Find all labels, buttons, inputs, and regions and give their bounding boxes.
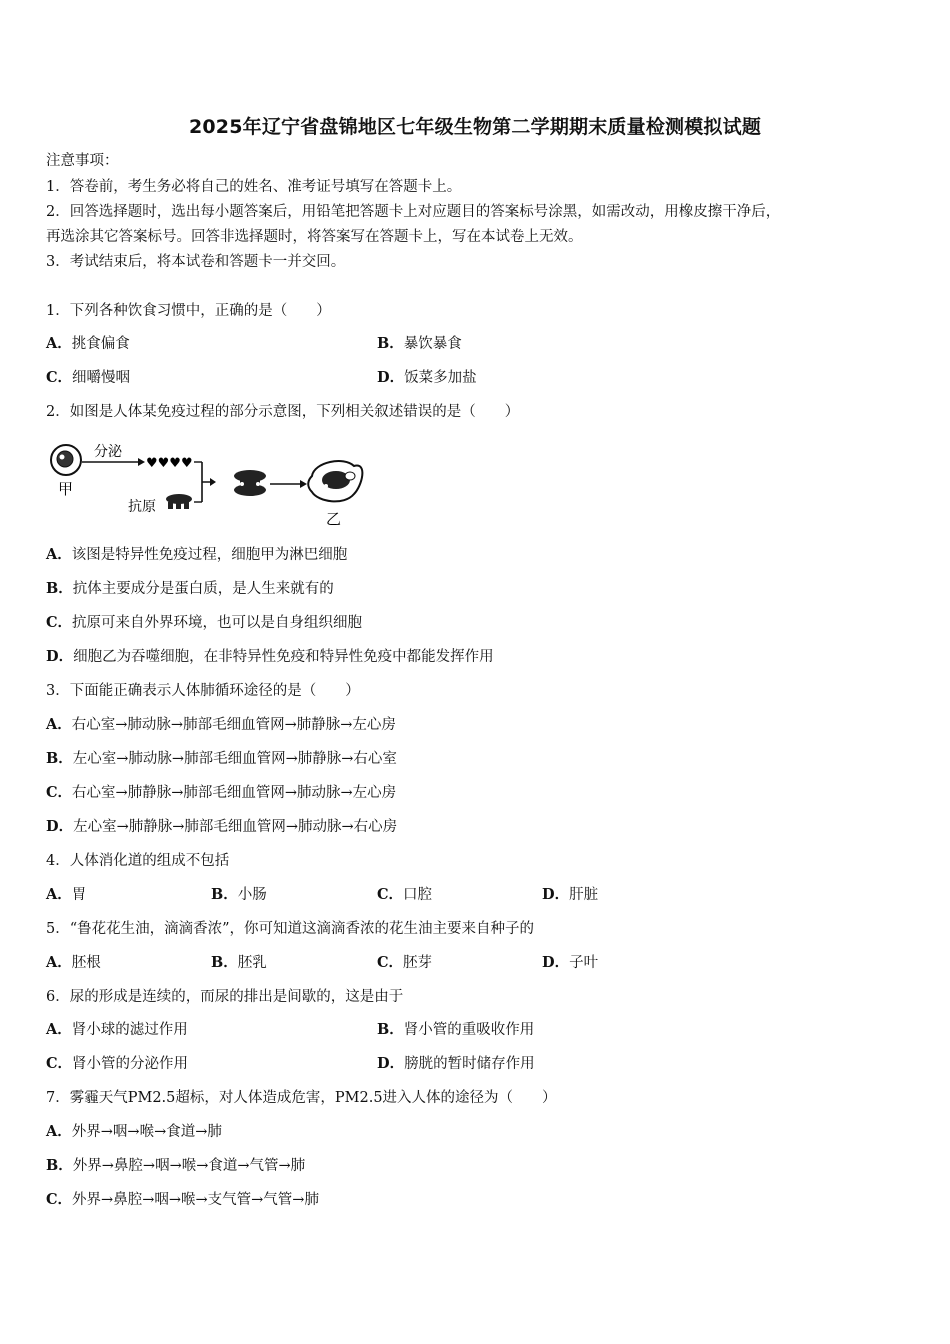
question-stem: 1．下列各种饮食习惯中，正确的是（ ） <box>46 303 331 319</box>
option-text: 外界→鼻腔→咽→喉→支气管→气管→肺 <box>72 1192 319 1208</box>
option-a <box>46 715 396 735</box>
option-letter: B． <box>211 954 238 971</box>
option-d <box>377 368 477 388</box>
option-text: 肾小管的重吸收作用 <box>403 1022 535 1038</box>
notice-item: 再选涂其它答案标号。回答非选择题时，将答案写在答题卡上，写在本试卷上无效。 <box>46 229 583 245</box>
option-letter: D． <box>542 886 570 903</box>
option-letter: C． <box>46 614 73 631</box>
notice-item: 3．考试结束后，将本试卷和答题卡一并交回。 <box>46 254 346 270</box>
question-stem: 7．雾霾天气PM2.5超标，对人体造成危害，PM2.5进入人体的途径为（ ） <box>46 1090 557 1106</box>
option-letter: D． <box>377 1055 405 1072</box>
question-stem: 4．人体消化道的组成不包括 <box>46 853 230 869</box>
option-letter: B． <box>46 580 73 597</box>
option-b <box>377 334 462 354</box>
immune-process-diagram <box>44 436 374 532</box>
label-antigen: 抗原 <box>128 499 156 515</box>
option-letter: A． <box>46 335 72 352</box>
notice-item: 1．答卷前，考生务必将自己的姓名、准考证号填写在答题卡上。 <box>46 179 462 195</box>
option-text: 胚乳 <box>237 955 267 971</box>
option-text: 肾小球的滤过作用 <box>71 1022 188 1038</box>
option-text: 子叶 <box>569 955 599 971</box>
option-text: 外界→咽→喉→食道→肺 <box>71 1124 222 1140</box>
option-letter: C． <box>46 369 73 386</box>
option-b <box>377 1020 534 1040</box>
option-c <box>46 613 362 633</box>
antibodies-icon <box>146 456 193 471</box>
option-letter: C． <box>46 1191 73 1208</box>
option-text: 胚芽 <box>403 955 433 971</box>
option-letter: A． <box>46 546 72 563</box>
label-cell-b: 乙 <box>326 510 342 528</box>
option-d <box>46 817 397 837</box>
option-letter: B． <box>46 1157 73 1174</box>
option-b <box>46 579 334 599</box>
option-b <box>46 749 397 769</box>
option-text: 外界→鼻腔→咽→喉→食道→气管→肺 <box>72 1158 306 1174</box>
option-text: 小肠 <box>237 887 267 903</box>
option-letter: C． <box>46 1055 73 1072</box>
page-title: 2025年辽宁省盘锦地区七年级生物第二学期期末质量检测模拟试题 <box>188 116 762 138</box>
option-d <box>46 647 494 667</box>
secrete-arrowhead <box>138 458 145 466</box>
option-text: 右心室→肺动脉→肺部毛细血管网→肺静脉→左心房 <box>71 717 396 733</box>
option-c <box>377 885 432 905</box>
option-letter: D． <box>377 369 405 386</box>
option-text: 挑食偏食 <box>71 336 130 352</box>
option-letter: B． <box>46 750 73 767</box>
option-letter: A． <box>46 1021 72 1038</box>
option-text: 饭菜多加盐 <box>404 370 477 386</box>
option-d <box>377 1054 535 1074</box>
option-text: 左心室→肺动脉→肺部毛细血管网→肺静脉→右心室 <box>72 751 397 767</box>
label-cell-a: 甲 <box>58 480 74 498</box>
combine-bracket <box>202 462 210 502</box>
option-letter: C． <box>377 954 404 971</box>
notice-heading: 注意事项： <box>46 153 119 169</box>
option-a <box>46 953 101 973</box>
option-letter: D． <box>46 648 74 665</box>
option-c <box>46 1054 188 1074</box>
antigen-icon <box>166 494 192 509</box>
option-letter: B． <box>377 335 404 352</box>
option-d <box>542 953 598 973</box>
option-letter: A． <box>46 886 72 903</box>
question-stem: 2．如图是人体某免疫过程的部分示意图，下列相关叙述错误的是（ ） <box>46 404 520 420</box>
option-a <box>46 1122 222 1142</box>
option-a <box>46 334 130 354</box>
option-text: 暴饮暴食 <box>403 336 462 352</box>
option-letter: A． <box>46 716 72 733</box>
option-letter: B． <box>377 1021 404 1038</box>
option-b <box>211 953 267 973</box>
option-b <box>211 885 267 905</box>
option-c <box>46 1190 319 1210</box>
question-stem: 6．尿的形成是连续的，而尿的排出是间歇的，这是由于 <box>46 989 404 1005</box>
option-c <box>46 783 396 803</box>
option-text: 肾小管的分泌作用 <box>72 1056 189 1072</box>
notice-item: 2．回答选择题时，选出每小题答案后，用铅笔把答题卡上对应题目的答案标号涂黑，如需改动，用橡皮擦干净后， <box>46 204 781 220</box>
question-stem: 5．“鲁花花生油，滴滴香浓”，你可知道这滴滴香浓的花生油主要来自种子的 <box>46 921 535 937</box>
option-letter: D． <box>542 954 570 971</box>
option-text: 左心室→肺静脉→肺部毛细血管网→肺动脉→右心房 <box>73 819 398 835</box>
phagocyte-cell-icon <box>308 461 362 501</box>
option-a <box>46 545 347 565</box>
option-letter: B． <box>211 886 238 903</box>
option-b <box>46 1156 305 1176</box>
option-letter: D． <box>46 818 74 835</box>
option-a <box>46 885 86 905</box>
option-text: 胚根 <box>71 955 101 971</box>
question-stem: 3．下面能正确表示人体肺循环途径的是（ ） <box>46 683 360 699</box>
option-letter: A． <box>46 954 72 971</box>
option-text: 膀胱的暂时储存作用 <box>404 1056 535 1072</box>
option-letter: C． <box>377 886 404 903</box>
option-text: 口腔 <box>403 887 433 903</box>
option-text: 细胞乙为吞噬细胞，在非特异性免疫和特异性免疫中都能发挥作用 <box>73 649 494 665</box>
option-text: 胃 <box>71 887 87 903</box>
label-secrete: 分泌 <box>94 444 122 460</box>
option-text: 细嚼慢咽 <box>72 370 131 386</box>
cell-a-icon <box>51 445 81 475</box>
option-text: 抗体主要成分是蛋白质，是人生来就有的 <box>72 581 334 597</box>
option-c <box>46 368 130 388</box>
svg-text:♥♥♥♥: ♥♥♥♥ <box>146 456 193 471</box>
option-text: 右心室→肺静脉→肺部毛细血管网→肺动脉→左心房 <box>72 785 397 801</box>
option-text: 肝脏 <box>569 887 599 903</box>
option-c <box>377 953 432 973</box>
option-text: 该图是特异性免疫过程，细胞甲为淋巴细胞 <box>71 547 348 563</box>
option-text: 抗原可来自外界环境，也可以是自身组织细胞 <box>72 615 363 631</box>
option-d <box>542 885 598 905</box>
option-letter: C． <box>46 784 73 801</box>
option-a <box>46 1020 188 1040</box>
antigen-antibody-complex-icon <box>234 470 266 496</box>
option-letter: A． <box>46 1123 72 1140</box>
immune-diagram-svg <box>44 436 374 532</box>
